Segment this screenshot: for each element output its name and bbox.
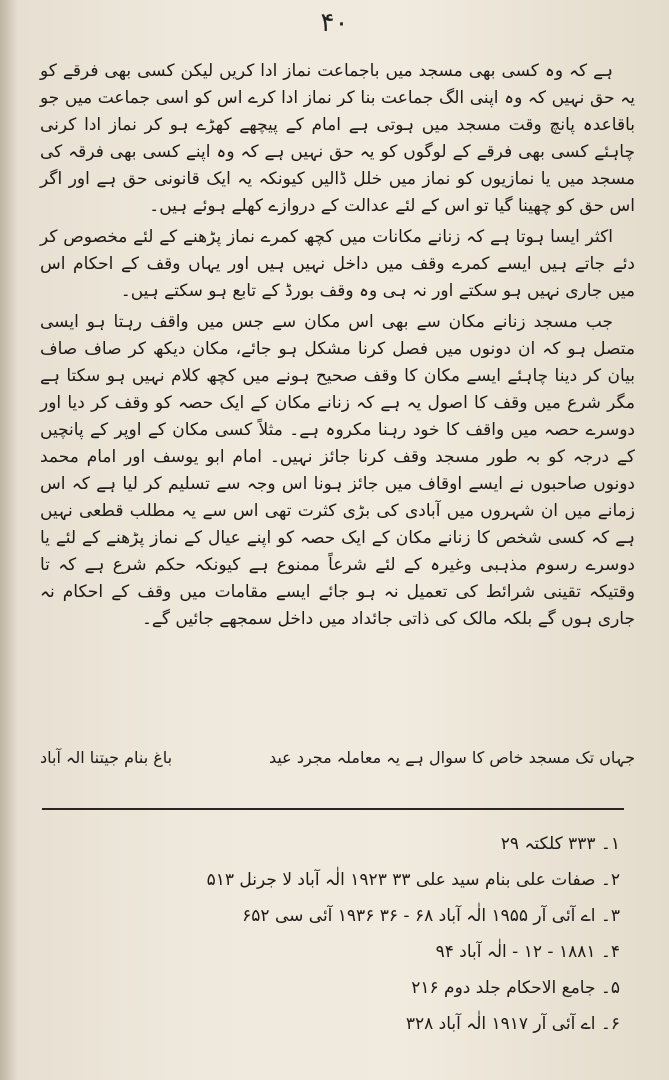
footnote-divider	[42, 808, 624, 810]
page-number: ۴۰	[320, 8, 349, 38]
signature-right: جہاں تک مسجد خاص کا سوال ہے یہ معاملہ مجرد عید	[268, 748, 635, 767]
footnotes	[150, 826, 620, 1042]
footnote: ۱۔ ۳۳۳ کلکتہ ۲۹	[500, 834, 620, 854]
paragraph: ہے کہ وہ کسی بھی مسجد میں باجماعت نماز ادا کریں لیکن کسی بھی فرقے کو یہ حق نہیں کہ وہ اپنی الگ جماعت بنا کر نماز ادا کرے اس کو اسی جماعت میں جو باقاعدہ پانچ وقت مسجد میں ہوتی ہے امام کے پیچھے کھڑے ہو کر نماز ادا کرنی چاہئے کسی بھی فرقے کے لوگوں کو یہ حق نہیں ہے کہ وہ اپنے کسی بھی فرقہ کی مسجد میں یا نمازیوں کو نماز میں خلل ڈالیں کیونکہ یہ ایک قانونی حق ہے اور اگر اس حق کو چھینا گیا تو اس کے لئے عدالت کے دروازے کھلے ہوئے ہیں۔	[40, 61, 635, 216]
footnote: ۲۔ صفات علی بنام سید علی ۳۳ ۱۹۲۳ الٰہ آباد لا جرنل ۵۱۳	[206, 870, 620, 890]
footnote: ۶۔ اے آئی آر ۱۹۱۷ الٰہ آباد ۳۲۸	[405, 1014, 620, 1034]
paragraph: اکثر ایسا ہوتا ہے کہ زنانے مکانات میں کچھ کمرے نماز پڑھنے کے لئے مخصوص کر دئے جاتے ہیں ایسے کمرے وقف میں داخل نہیں ہیں اور یہاں وقف کے احکام اس میں جاری نہیں ہو سکتے اور نہ ہی وہ وقف بورڈ کے تابع ہو سکتے ہیں۔	[40, 227, 635, 301]
signature-line	[40, 748, 635, 767]
body-text	[40, 58, 635, 637]
paragraph: جب مسجد زنانے مکان سے بھی اس مکان سے جس میں واقف رہتا ہو ایسی متصل ہو کہ ان دونوں میں فصل کرنا مشکل ہو جائے، مکان دیکھ کر صاف صاف بیان کر دینا چاہئے ایسے مکان کا وقف صحیح ہونے میں کچھ کلام نہیں ہو سکتا ہے مگر شرع میں وقف کا اصول یہ ہے کہ زنانے مکان کے ایک حصہ کو وقف کر دیا اور دوسرے حصہ میں واقف کا خود رہنا مکروہ ہے۔ مثلاً کسی مکان کے اوپر کے پانچیں کے درجہ کو بہ طور مسجد وقف کرنا جائز نہیں۔ امام ابو یوسف اور امام محمد دونوں صاحبوں نے ایسے اوقاف میں جائز ہونا اس وجہ سے تسلیم کر لیا ہے کہ اس زمانے میں ان شہروں میں آبادی کی بڑی کثرت تھی اس سے یہ مطلب قطعی نہیں ہے کہ کسی شخص کا زنانے مکان کے ایک حصہ کو اپنے عیال کے نماز پڑھنے کے لئے یا دوسرے رسوم مذہبی وغیرہ کے لئے شرعاً ممنوع ہے کیونکہ حکم شرع ہے کہ تا وقتیکہ تقینی شرائط کی تعمیل نہ ہو جائے ایسے مقامات میں وقف کے احکام نہ جاری ہوں گے بلکہ مالک کی ذاتی جائداد میں داخل سمجھے جائیں گے۔	[40, 312, 635, 629]
signature-left: باغ بنام جیتنا الہ آباد	[40, 748, 173, 767]
footnote: ۳۔ اے آئی آر ۱۹۵۵ الٰہ آباد ۶۸ - ۳۶ ۱۹۳۶ آئی سی ۶۵۲	[242, 906, 620, 926]
footnote: ۴۔ ۱۸۸۱ - ۱۲ - الٰہ آباد ۹۴	[435, 942, 620, 962]
footnote: ۵۔ جامع الاحکام جلد دوم ۲۱۶	[411, 978, 620, 998]
